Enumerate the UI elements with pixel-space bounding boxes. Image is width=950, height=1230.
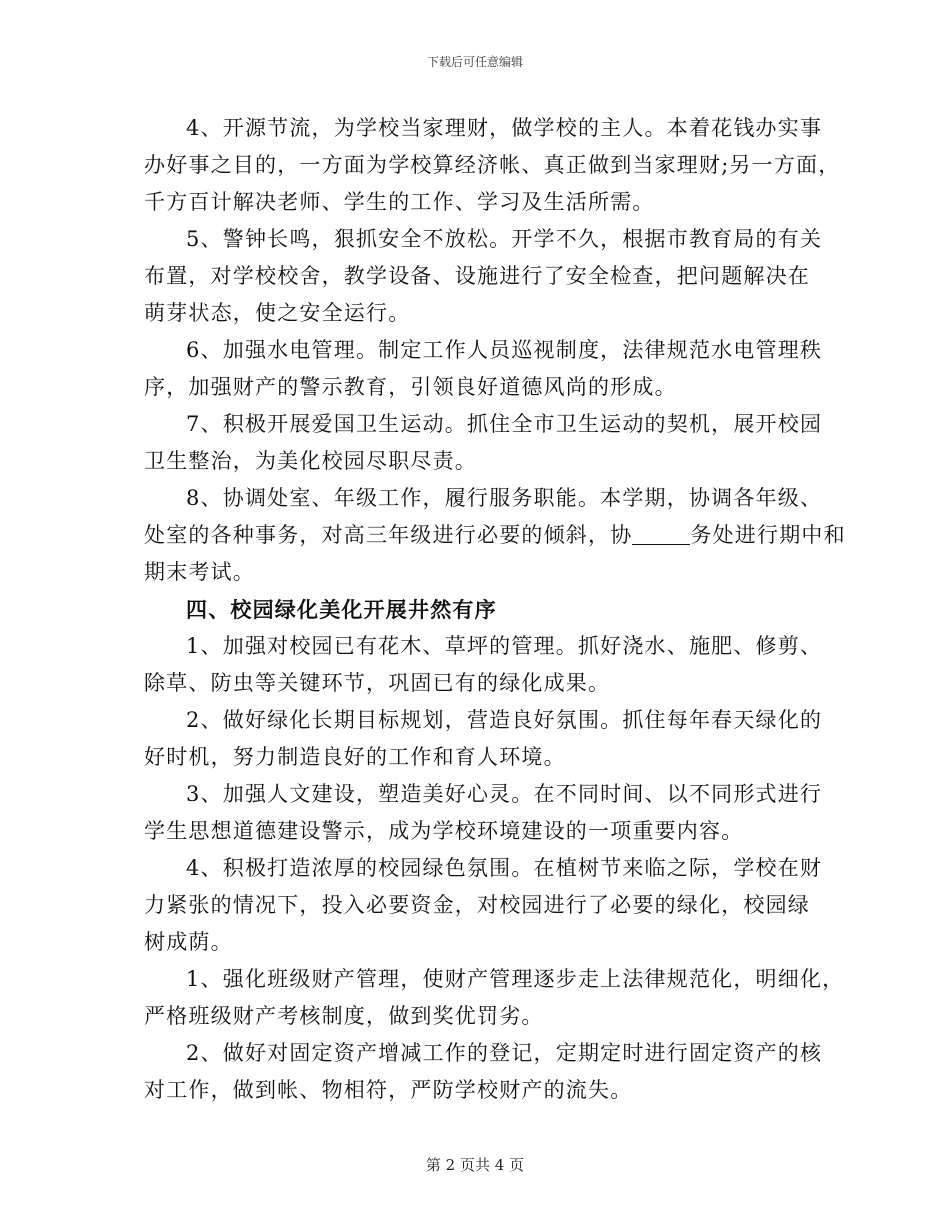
paragraph-line: 卫生整治，为美化校园尽职尽责。 [144,449,477,473]
paragraph-item-5-safety [144,221,824,332]
paragraph-line: 序，加强财产的警示教育，引领良好道德风尚的形成。 [144,375,677,399]
paragraph-line: 3、加强人文建设，塑造美好心灵。在不同时间、以不同形式进行 [186,782,823,806]
paragraph-line: 严格班级财产考核制度，做到奖优罚劣。 [144,1004,544,1028]
line-text: 处室的各种事务，对高三年级进行必要的倾斜，协 [144,523,633,547]
paragraph-line: 力紧张的情况下，投入必要资金，对校园进行了必要的绿化，校园绿 [144,893,810,917]
paragraph-greening-4 [144,850,824,961]
paragraph-line: 4、积极打造浓厚的校园绿色氛围。在植树节来临之际，学校在财 [186,856,823,880]
paragraph-greening-1 [144,628,824,702]
paragraph-line: 除草、防虫等关键环节，巩固已有的绿化成果。 [144,671,611,695]
paragraph-line: 布置，对学校校舍，教学设备、设施进行了安全检查，把问题解决在 [144,264,810,288]
paragraph-line: 8、协调处室、年级工作，履行服务职能。本学期，协调各年级、 [186,486,823,510]
paragraph-line: 萌芽状态，使之安全运行。 [144,301,411,325]
paragraph-line: 树成荫。 [144,930,233,954]
line-text: 务处进行期中和 [690,523,846,547]
paragraph-line: 1、加强对校园已有花木、草坪的管理。抓好浇水、施肥、修剪、 [186,634,823,658]
paragraph-property-2 [144,1035,824,1109]
paragraph-line: 5、警钟长鸣，狠抓安全不放松。开学不久，根据市教育局的有关 [186,227,823,251]
paragraph-line: 学生思想道德建设警示，成为学校环境建设的一项重要内容。 [144,819,744,843]
paragraph-item-4-finance [144,110,841,221]
paragraph-property-1 [144,961,845,1035]
paragraph-line-with-blank [144,517,846,554]
paragraph-item-8-coordination [144,480,846,591]
paragraph-line: 1、强化班级财产管理，使财产管理逐步走上法律规范化，明细化， [186,967,845,991]
paragraph-line: 千方百计解决老师、学生的工作、学习及生活所需。 [144,190,655,214]
page-footer: 第 2 页共 4 页 [425,1156,525,1174]
page-header: 下载后可任意编辑 [426,55,523,69]
paragraph-item-7-hygiene [144,406,824,480]
paragraph-greening-3 [144,776,824,850]
paragraph-line: 对工作，做到帐、物相符，严防学校财产的流失。 [144,1078,633,1102]
paragraph-line: 好时机，努力制造良好的工作和育人环境。 [144,745,566,769]
paragraph-line: 2、做好绿化长期目标规划，营造良好氛围。抓住每年春天绿化的 [186,708,823,732]
paragraph-line: 6、加强水电管理。制定工作人员巡视制度，法律规范水电管理秩 [186,338,823,362]
paragraph-item-6-utilities [144,332,824,406]
paragraph-line: 办好事之目的，一方面为学校算经济帐、真正做到当家理财;另一方面， [144,153,841,177]
document-body [144,110,846,1109]
paragraph-line: 7、积极开展爱国卫生运动。抓住全市卫生运动的契机，展开校园 [186,412,823,436]
paragraph-line: 期末考试。 [144,560,255,584]
paragraph-greening-2 [144,702,824,776]
paragraph-line: 2、做好对固定资产增减工作的登记，定期定时进行固定资产的核 [186,1041,823,1065]
section-heading: 四、校园绿化美化开展井然有序 [186,597,497,622]
fill-in-blank [632,524,690,545]
paragraph-line: 4、开源节流，为学校当家理财，做学校的主人。本着花钱办实事 [186,116,823,140]
